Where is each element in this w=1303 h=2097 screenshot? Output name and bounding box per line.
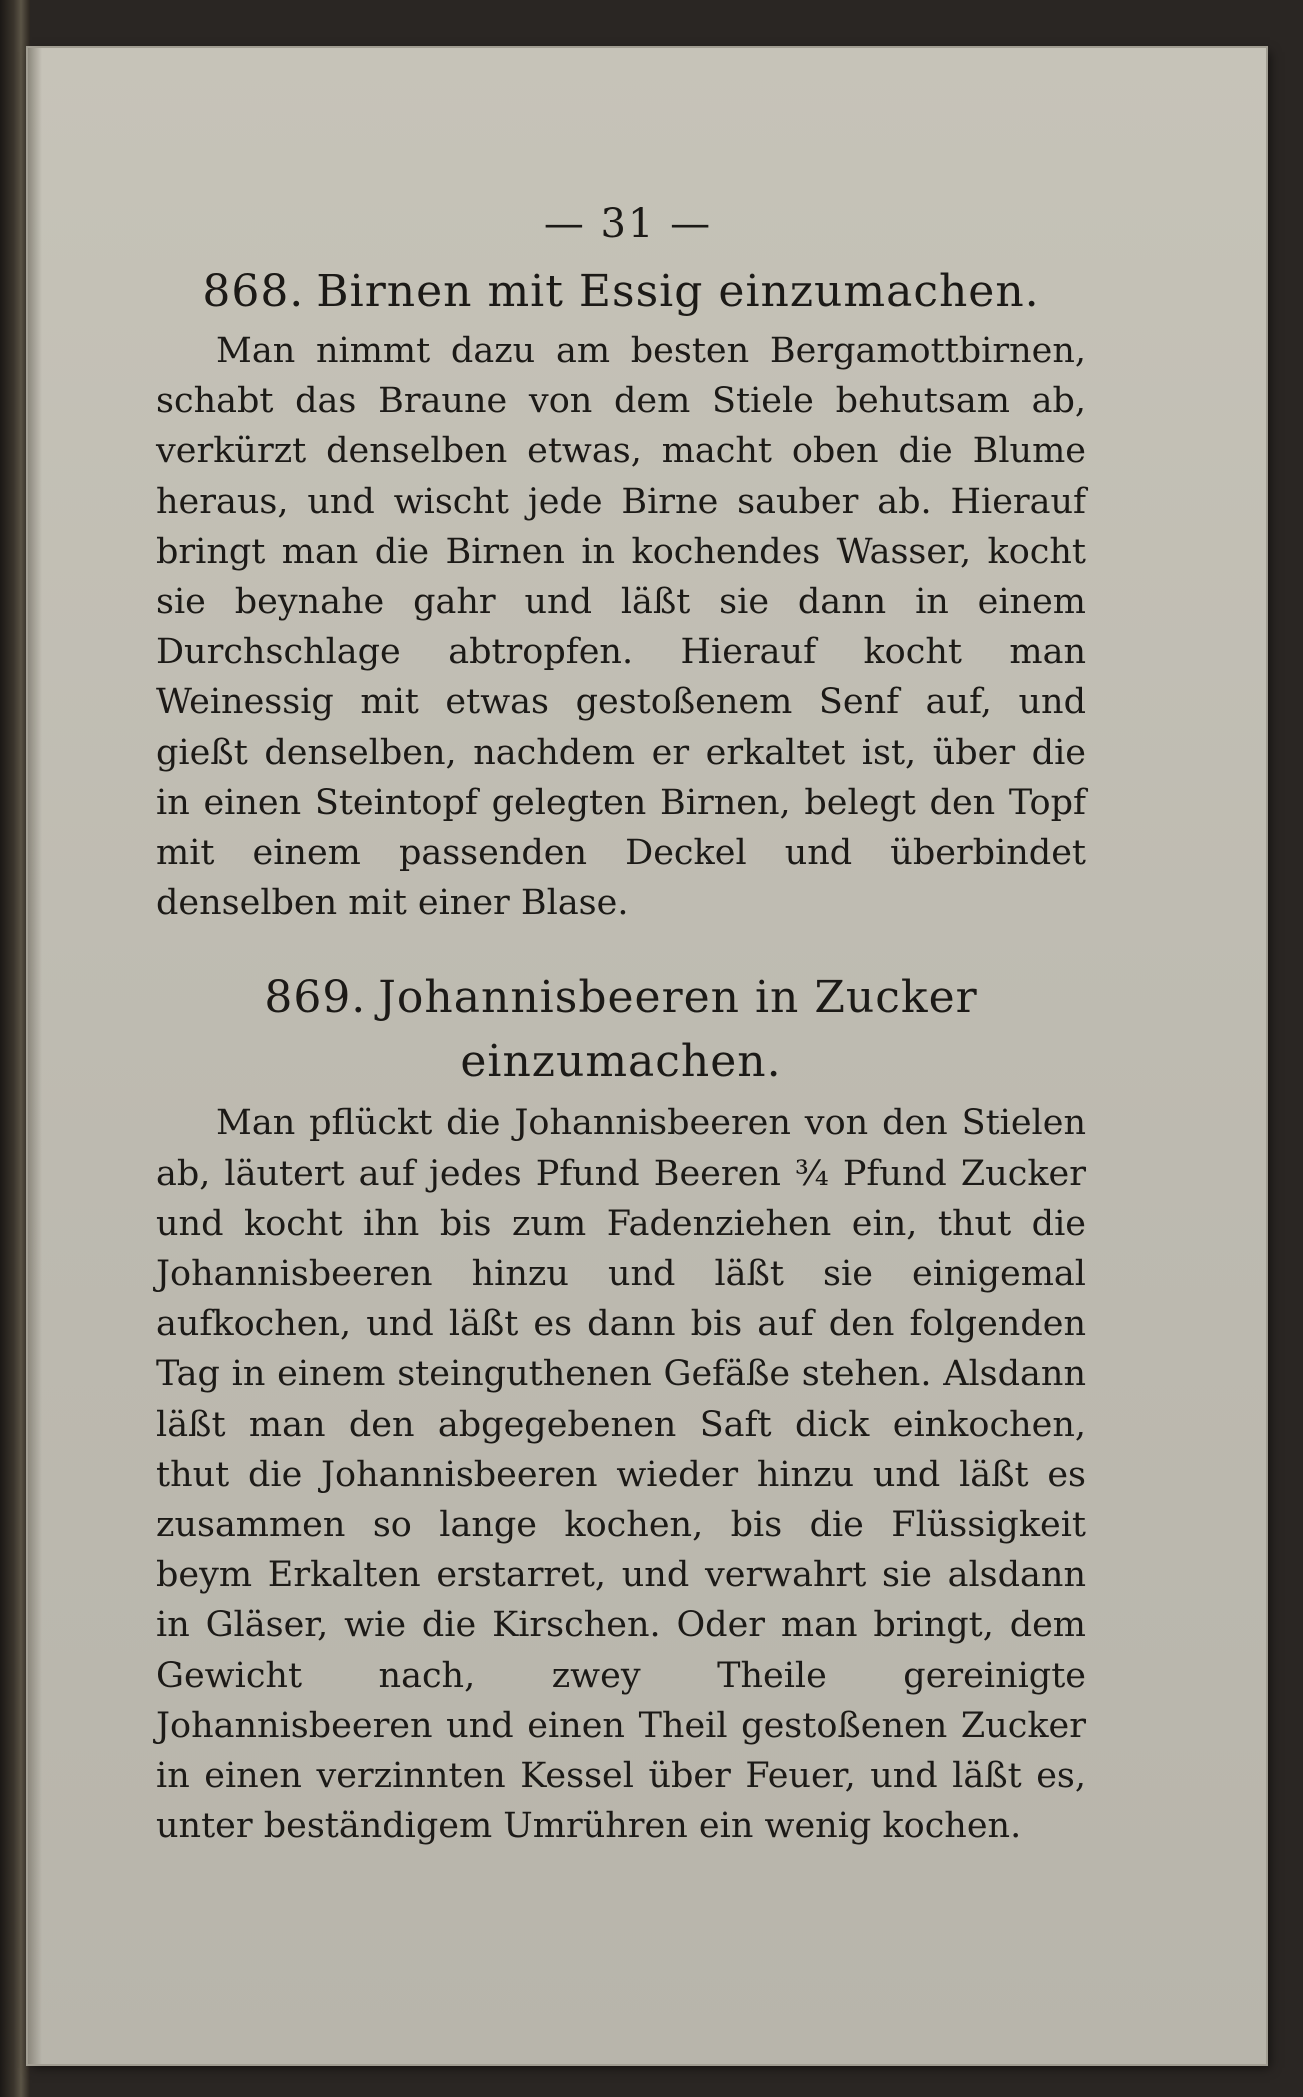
recipe-title: Johannisbeeren in Zucker einzumachen. xyxy=(378,972,978,1088)
book-page xyxy=(28,48,1266,2064)
recipe-text: Man nimmt dazu am besten Bergamottbirnen, schabt das Braune von dem Stiele behutsam ab, verkürzt denselben etwas, macht oben die Blume heraus, und wischt jede Birne sauber ab. Hierauf bringt man die Birnen in kochendes Wasser, kocht sie beynahe gahr und läßt sie dann in einem Durchschlage abtropfen. Hierauf kocht man Weinessig mit etwas gestoßenem Senf auf, und gießt denselben, nachdem er erkaltet ist, über die in einen Steintopf gelegten Birnen, belegt den Topf mit einem passenden Deckel und überbindet denselben mit einer Blase. xyxy=(156,331,1086,924)
recipe-number: 869. xyxy=(264,972,367,1024)
page-gutter-shadow xyxy=(28,48,42,2064)
recipe-title: Birnen mit Essig einzumachen. xyxy=(316,266,1040,317)
recipe-869 xyxy=(156,966,1086,1851)
recipe-868 xyxy=(156,260,1086,928)
recipe-text: Man pflückt die Johannisbeeren von den Stielen ab, läutert auf jedes Pfund Beeren ¾ Pfund Zucker und kocht ihn bis zum Fadenziehen ein, thut die Johannisbeeren hinzu und läßt sie einigemal aufkochen, und läßt es dann bis auf den folgenden Tag in einem steinguthenen Gefäße stehen. Alsdann läßt man den abgegebenen Saft dick einkochen, thut die Johannisbeeren wieder hinzu und läßt es zusammen so lange kochen, bis die Flüssigkeit beym Erkalten erstarret, und verwahrt sie alsdann in Gläser, wie die Kirschen. Oder man bringt, dem Gewicht nach, zwey Theile gereinigte Johannisbeeren und einen Theil gestoßenen Zucker in einen verzinnten Kessel über Feuer, und läßt es, unter beständigem Umrühren ein wenig kochen. xyxy=(156,1103,1086,1847)
page-number: — 31 — xyxy=(543,201,713,247)
recipe-heading xyxy=(156,260,1086,324)
book-spine xyxy=(0,0,30,2097)
recipe-number: 868. xyxy=(202,266,305,317)
page-text-block xyxy=(156,188,1086,1851)
recipe-heading xyxy=(156,966,1086,1094)
